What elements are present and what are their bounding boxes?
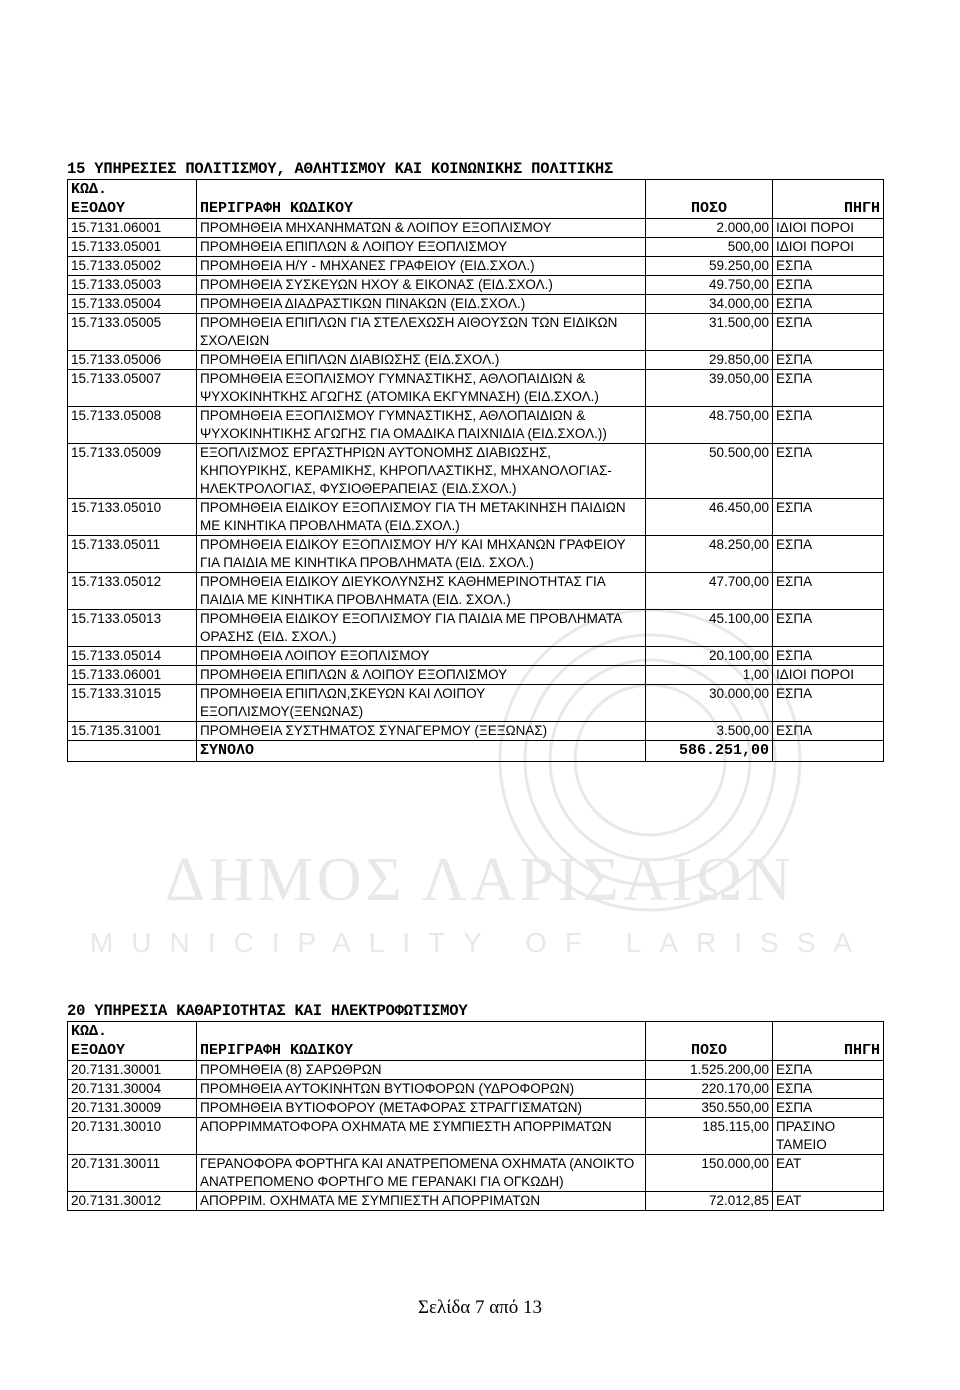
description-cell: ΠΡΟΜΗΘΕΙΑ ΕΙΔΙΚΟΥ ΕΞΟΠΛΙΣΜΟΥ Η/Υ ΚΑΙ ΜΗΧΑΝΩΝ ΓΡΑΦΕΙΟΥ ΓΙΑ ΠΑΙΔΙΑ ΜΕ ΚΙΝΗΤΙΚΑ ΠΡΟΒΛΗΜΑΤΑ (ΕΙΔ. ΣΧΟΛ.) [197, 536, 646, 573]
code-cell: 15.7133.05009 [68, 444, 197, 499]
table-row [68, 295, 884, 314]
source-cell: ΙΔΙΟΙ ΠΟΡΟΙ [773, 666, 884, 685]
section-cleaning [67, 1001, 883, 1211]
header-description: ΠΕΡΙΓΡΑΦΗ ΚΩΔΙΚΟΥ [197, 1022, 646, 1061]
source-cell: ΕΣΠΑ [773, 351, 884, 370]
code-cell: 15.7133.05008 [68, 407, 197, 444]
header-code: ΚΩΔ. ΕΞΟΔΟΥ [68, 180, 197, 219]
header-code: ΚΩΔ. ΕΞΟΔΟΥ [68, 1022, 197, 1061]
amount-cell: 185.115,00 [646, 1118, 773, 1155]
source-cell: ΕΣΠΑ [773, 314, 884, 351]
header-source: ΠΗΓΗ [773, 1022, 884, 1061]
code-cell: 15.7133.05012 [68, 573, 197, 610]
description-cell: ΠΡΟΜΗΘΕΙΑ ΕΠΙΠΛΩΝ ΔΙΑΒΙΩΣΗΣ (ΕΙΔ.ΣΧΟΛ.) [197, 351, 646, 370]
description-cell: ΑΠΟΡΡΙΜ. ΟΧΗΜΑΤΑ ΜΕ ΣΥΜΠΙΕΣΤΗ ΑΠΟΡΡΙΜΑΤΩΝ [197, 1192, 646, 1211]
description-cell: ΠΡΟΜΗΘΕΙΑ ΕΠΙΠΛΩΝ & ΛΟΙΠΟΥ ΕΞΟΠΛΙΣΜΟΥ [197, 238, 646, 257]
source-cell: ΕΣΠΑ [773, 722, 884, 741]
total-label: ΣΥΝΟΛΟ [197, 741, 646, 762]
table-row [68, 257, 884, 276]
code-cell: 20.7131.30004 [68, 1080, 197, 1099]
description-cell: ΠΡΟΜΗΘΕΙΑ ΒΥΤΙΟΦΟΡΟΥ (ΜΕΤΑΦΟΡΑΣ ΣΤΡΑΓΓΙΣΜΑΤΩΝ) [197, 1099, 646, 1118]
source-cell: ΕΣΠΑ [773, 276, 884, 295]
amount-cell: 50.500,00 [646, 444, 773, 499]
amount-cell: 1,00 [646, 666, 773, 685]
source-cell: ΕΣΠΑ [773, 257, 884, 276]
code-cell: 20.7131.30009 [68, 1099, 197, 1118]
table-row [68, 685, 884, 722]
table-header [68, 1022, 884, 1061]
code-cell: 15.7133.31015 [68, 685, 197, 722]
code-cell: 20.7131.30010 [68, 1118, 197, 1155]
code-cell: 15.7133.05005 [68, 314, 197, 351]
table-row [68, 666, 884, 685]
code-cell: 15.7133.05002 [68, 257, 197, 276]
table-header [68, 180, 884, 219]
table-row [68, 370, 884, 407]
total-spacer [773, 741, 884, 762]
description-cell: ΠΡΟΜΗΘΕΙΑ ΕΙΔΙΚΟΥ ΔΙΕΥΚΟΛΥΝΣΗΣ ΚΑΘΗΜΕΡΙΝΟΤΗΤΑΣ ΓΙΑ ΠΑΙΔΙΑ ΜΕ ΚΙΝΗΤΙΚΑ ΠΡΟΒΛΗΜΑΤΑ (ΕΙΔ. ΣΧΟΛ.) [197, 573, 646, 610]
budget-table [67, 1021, 884, 1211]
total-amount: 586.251,00 [646, 741, 773, 762]
total-row [68, 741, 884, 762]
table-row [68, 536, 884, 573]
description-cell: ΠΡΟΜΗΘΕΙΑ ΕΞΟΠΛΙΣΜΟΥ ΓΥΜΝΑΣΤΙΚΗΣ, ΑΘΛΟΠΑΙΔΙΩΝ & ΨΥΧΟΚΙΝΗΤΙΚΗΣ ΑΓΩΓΗΣ ΓΙΑ ΟΜΑΔΙΚΑ ΠΑΙΧΝΙΔΙΑ (ΕΙΔ.ΣΧΟΛ.)) [197, 407, 646, 444]
code-cell: 15.7131.06001 [68, 219, 197, 238]
description-cell: ΠΡΟΜΗΘΕΙΑ ΕΙΔΙΚΟΥ ΕΞΟΠΛΙΣΜΟΥ ΓΙΑ ΤΗ ΜΕΤΑΚΙΝΗΣΗ ΠΑΙΔΙΩΝ ΜΕ ΚΙΝΗΤΙΚΑ ΠΡΟΒΛΗΜΑΤΑ (ΕΙΔ.ΣΧΟΛ.) [197, 499, 646, 536]
table-row [68, 1155, 884, 1192]
source-cell: ΕΑΤ [773, 1155, 884, 1192]
source-cell: ΕΣΠΑ [773, 499, 884, 536]
amount-cell: 220.170,00 [646, 1080, 773, 1099]
amount-cell: 59.250,00 [646, 257, 773, 276]
table-row [68, 1080, 884, 1099]
amount-cell: 47.700,00 [646, 573, 773, 610]
table-row [68, 1061, 884, 1080]
description-cell: ΑΠΟΡΡΙΜΜΑΤΟΦΟΡΑ ΟΧΗΜΑΤΑ ΜΕ ΣΥΜΠΙΕΣΤΗ ΑΠΟΡΡΙΜΑΤΩΝ [197, 1118, 646, 1155]
section-title: 15 ΥΠΗΡΕΣΙΕΣ ΠΟΛΙΤΙΣΜΟΥ, ΑΘΛΗΤΙΣΜΟΥ ΚΑΙ ΚΟΙΝΩΝΙΚΗΣ ΠΟΛΙΤΙΚΗΣ [67, 160, 614, 178]
amount-cell: 45.100,00 [646, 610, 773, 647]
amount-cell: 49.750,00 [646, 276, 773, 295]
code-cell: 15.7135.31001 [68, 722, 197, 741]
description-cell: ΠΡΟΜΗΘΕΙΑ ΕΠΙΠΛΩΝ & ΛΟΙΠΟΥ ΕΞΟΠΛΙΣΜΟΥ [197, 666, 646, 685]
source-cell: ΕΣΠΑ [773, 573, 884, 610]
table-row [68, 647, 884, 666]
table-row [68, 276, 884, 295]
code-cell: 15.7133.05006 [68, 351, 197, 370]
description-cell: ΠΡΟΜΗΘΕΙΑ ΑΥΤΟΚΙΝΗΤΩΝ ΒΥΤΙΟΦΟΡΩΝ (ΥΔΡΟΦΟΡΩΝ) [197, 1080, 646, 1099]
source-cell: ΕΣΠΑ [773, 610, 884, 647]
code-cell: 15.7133.05007 [68, 370, 197, 407]
code-cell: 20.7131.30001 [68, 1061, 197, 1080]
description-cell: ΠΡΟΜΗΘΕΙΑ ΜΗΧΑΝΗΜΑΤΩΝ & ΛΟΙΠΟΥ ΕΞΟΠΛΙΣΜΟΥ [197, 219, 646, 238]
table-row [68, 1192, 884, 1211]
table-row [68, 238, 884, 257]
amount-cell: 2.000,00 [646, 219, 773, 238]
table-row [68, 722, 884, 741]
description-cell: ΕΞΟΠΛΙΣΜΟΣ ΕΡΓΑΣΤΗΡΙΩΝ ΑΥΤΟΝΟΜΗΣ ΔΙΑΒΙΩΣΗΣ, ΚΗΠΟΥΡΙΚΗΣ, ΚΕΡΑΜΙΚΗΣ, ΚΗΡΟΠΛΑΣΤΙΚΗΣ, ΜΗΧΑΝΟΛΟΓΙΑΣ-ΗΛΕΚΤΡΟΛΟΓΙΑΣ, ΦΥΣΙΟΘΕΡΑΠΕΙΑΣ (ΕΙΔ.ΣΧΟΛ.) [197, 444, 646, 499]
table-row [68, 444, 884, 499]
code-cell: 15.7133.05010 [68, 499, 197, 536]
amount-cell: 34.000,00 [646, 295, 773, 314]
source-cell: ΙΔΙΟΙ ΠΟΡΟΙ [773, 238, 884, 257]
source-cell: ΠΡΑΣΙΝΟ ΤΑΜΕΙΟ [773, 1118, 884, 1155]
code-cell: 15.7133.05001 [68, 238, 197, 257]
source-cell: ΕΣΠΑ [773, 685, 884, 722]
amount-cell: 30.000,00 [646, 685, 773, 722]
header-amount: ΠΟΣΟ [646, 1022, 773, 1061]
amount-cell: 3.500,00 [646, 722, 773, 741]
section-title: 20 ΥΠΗΡΕΣΙΑ ΚΑΘΑΡΙΟΤΗΤΑΣ ΚΑΙ ΗΛΕΚΤΡΟΦΩΤΙΣΜΟΥ [67, 1002, 468, 1020]
amount-cell: 39.050,00 [646, 370, 773, 407]
amount-cell: 29.850,00 [646, 351, 773, 370]
description-cell: ΠΡΟΜΗΘΕΙΑ ΣΥΣΤΗΜΑΤΟΣ ΣΥΝΑΓΕΡΜΟΥ (ΞΕΞΩΝΑΣ) [197, 722, 646, 741]
budget-table [67, 179, 884, 762]
source-cell: ΕΣΠΑ [773, 370, 884, 407]
description-cell: ΠΡΟΜΗΘΕΙΑ (8) ΣΑΡΩΘΡΩΝ [197, 1061, 646, 1080]
header-description: ΠΕΡΙΓΡΑΦΗ ΚΩΔΙΚΟΥ [197, 180, 646, 219]
table-row [68, 573, 884, 610]
table-row [68, 407, 884, 444]
code-cell: 15.7133.06001 [68, 666, 197, 685]
amount-cell: 350.550,00 [646, 1099, 773, 1118]
amount-cell: 48.250,00 [646, 536, 773, 573]
description-cell: ΠΡΟΜΗΘΕΙΑ ΣΥΣΚΕΥΩΝ ΗΧΟΥ & ΕΙΚΟΝΑΣ (ΕΙΔ.ΣΧΟΛ.) [197, 276, 646, 295]
description-cell: ΠΡΟΜΗΘΕΙΑ ΕΠΙΠΛΩΝ ΓΙΑ ΣΤΕΛΕΧΩΣΗ ΑΙΘΟΥΣΩΝ ΤΩΝ ΕΙΔΙΚΩΝ ΣΧΟΛΕΙΩΝ [197, 314, 646, 351]
description-cell: ΠΡΟΜΗΘΕΙΑ ΕΠΙΠΛΩΝ,ΣΚΕΥΩΝ ΚΑΙ ΛΟΙΠΟΥ ΕΞΟΠΛΙΣΜΟΥ(ΞΕΝΩΝΑΣ) [197, 685, 646, 722]
section-culture [67, 159, 883, 762]
total-spacer [68, 741, 197, 762]
table-row [68, 314, 884, 351]
source-cell: ΙΔΙΟΙ ΠΟΡΟΙ [773, 219, 884, 238]
description-cell: ΓΕΡΑΝΟΦΟΡΑ ΦΟΡΤΗΓΑ ΚΑΙ ΑΝΑΤΡΕΠΟΜΕΝΑ ΟΧΗΜΑΤΑ (ΑΝΟΙΚΤΟ ΑΝΑΤΡΕΠΟΜΕΝΟ ΦΟΡΤΗΓΟ ΜΕ ΓΕΡΑΝΑΚΙ ΓΙΑ ΟΓΚΩΔΗ) [197, 1155, 646, 1192]
code-cell: 20.7131.30011 [68, 1155, 197, 1192]
amount-cell: 48.750,00 [646, 407, 773, 444]
table-row [68, 219, 884, 238]
amount-cell: 31.500,00 [646, 314, 773, 351]
header-source: ΠΗΓΗ [773, 180, 884, 219]
source-cell: ΕΑΤ [773, 1192, 884, 1211]
source-cell: ΕΣΠΑ [773, 1061, 884, 1080]
source-cell: ΕΣΠΑ [773, 407, 884, 444]
source-cell: ΕΣΠΑ [773, 295, 884, 314]
source-cell: ΕΣΠΑ [773, 1080, 884, 1099]
table-row [68, 610, 884, 647]
header-amount: ΠΟΣΟ [646, 180, 773, 219]
description-cell: ΠΡΟΜΗΘΕΙΑ ΕΙΔΙΚΟΥ ΕΞΟΠΛΙΣΜΟΥ ΓΙΑ ΠΑΙΔΙΑ ΜΕ ΠΡΟΒΛΗΜΑΤΑ ΟΡΑΣΗΣ (ΕΙΔ. ΣΧΟΛ.) [197, 610, 646, 647]
description-cell: ΠΡΟΜΗΘΕΙΑ ΛΟΙΠΟΥ ΕΞΟΠΛΙΣΜΟΥ [197, 647, 646, 666]
amount-cell: 72.012,85 [646, 1192, 773, 1211]
source-cell: ΕΣΠΑ [773, 647, 884, 666]
code-cell: 15.7133.05013 [68, 610, 197, 647]
amount-cell: 46.450,00 [646, 499, 773, 536]
amount-cell: 20.100,00 [646, 647, 773, 666]
description-cell: ΠΡΟΜΗΘΕΙΑ ΕΞΟΠΛΙΣΜΟΥ ΓΥΜΝΑΣΤΙΚΗΣ, ΑΘΛΟΠΑΙΔΙΩΝ & ΨΥΧΟΚΙΝΗΤΚΗΣ ΑΓΩΓΗΣ (ΑΤΟΜΙΚΑ ΕΚΓΥΜΝΑΣΗ) (ΕΙΔ.ΣΧΟΛ.) [197, 370, 646, 407]
source-cell: ΕΣΠΑ [773, 536, 884, 573]
code-cell: 15.7133.05014 [68, 647, 197, 666]
source-cell: ΕΣΠΑ [773, 444, 884, 499]
code-cell: 15.7133.05004 [68, 295, 197, 314]
amount-cell: 1.525.200,00 [646, 1061, 773, 1080]
description-cell: ΠΡΟΜΗΘΕΙΑ ΔΙΑΔΡΑΣΤΙΚΩΝ ΠΙΝΑΚΩΝ (ΕΙΔ.ΣΧΟΛ.) [197, 295, 646, 314]
code-cell: 20.7131.30012 [68, 1192, 197, 1211]
watermark-subtitle: MUNICIPALITY OF LARISSA [89, 927, 871, 958]
amount-cell: 500,00 [646, 238, 773, 257]
table-row [68, 351, 884, 370]
source-cell: ΕΣΠΑ [773, 1099, 884, 1118]
table-row [68, 1099, 884, 1118]
table-row [68, 499, 884, 536]
amount-cell: 150.000,00 [646, 1155, 773, 1192]
watermark-title: ΔΗΜΟΣ ΛΑΡΙΣΑΙΩΝ [165, 846, 795, 914]
watermark-logo [89, 740, 871, 970]
table-row [68, 1118, 884, 1155]
code-cell: 15.7133.05003 [68, 276, 197, 295]
description-cell: ΠΡΟΜΗΘΕΙΑ Η/Υ - ΜΗΧΑΝΕΣ ΓΡΑΦΕΙΟΥ (ΕΙΔ.ΣΧΟΛ.) [197, 257, 646, 276]
code-cell: 15.7133.05011 [68, 536, 197, 573]
page-number: Σελίδα 7 από 13 [417, 1297, 543, 1318]
